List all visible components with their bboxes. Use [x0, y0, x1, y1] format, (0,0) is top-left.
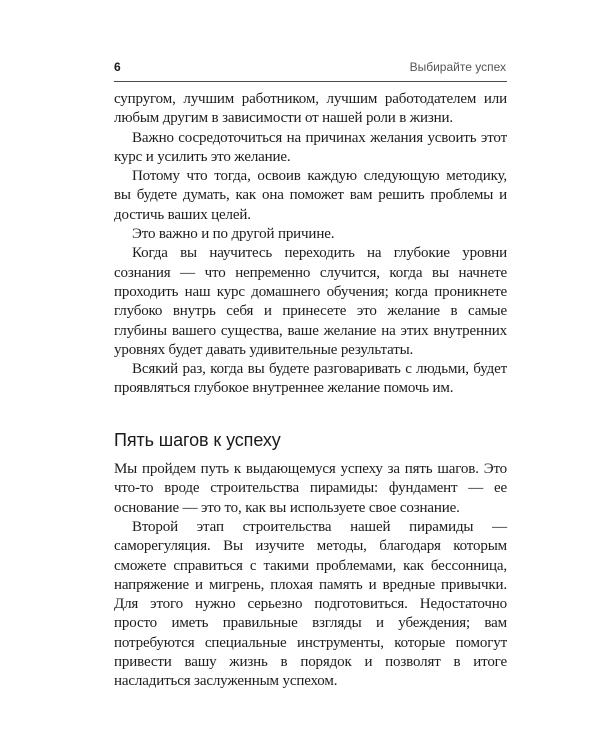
paragraph: Всякий раз, когда вы будете разговаривать с людьми, будет проявляться глубокое внутреннее желание помочь им. [114, 361, 507, 397]
running-header [114, 56, 507, 82]
running-title: Выбирайте успех [409, 60, 506, 74]
page-number: 6 [114, 60, 121, 74]
paragraph-continuation: супругом, лучшим работником, лучшим работодателем или любым другим в зависимости от нашей роли в жизни. [114, 91, 507, 127]
body-text [114, 90, 507, 692]
paragraph: Когда вы научитесь переходить на глубокие уровни сознания — что непременно случится, когда вы начнете проходить наш курс домашнего обучения; когда проникнете глубоко внутрь себя и принесете это желание в самые глубины вашего существа, ваше желание на этих внутренних уровнях будет давать удивительные результаты. [114, 245, 507, 358]
paragraph: Это важно и по другой причине. [132, 226, 335, 243]
paragraph: Мы пройдем путь к выдающемуся успеху за пять шагов. Это что-то вроде строительства пирамиды: фундамент — ее основание — это то, как вы используете свое сознание. [114, 461, 507, 516]
paragraph: Потому что тогда, освоив каждую следующую методику, вы будете думать, как она поможет вам решить проблемы и достичь ваших целей. [114, 168, 507, 223]
book-page [114, 56, 507, 736]
paragraph: Важно сосредоточиться на причинах желания усвоить этот курс и усилить это желание. [114, 129, 507, 165]
paragraph: Второй этап строительства нашей пирамиды — саморегуляция. Вы изучите методы, благодаря которым сможете справиться с такими проблемами, как бессонница, напряжение и мигрень, плохая память и вредные привычки. Для этого нужно серьезно подготовиться. Недостаточно просто иметь правильные взгляды и убеждения; вам потребуются специальные инструменты, которые помогут привести вашу жизнь в порядок и позволят в итоге насладиться заслуженным успехом. [114, 518, 507, 690]
section-heading: Пять шагов к успеху [114, 429, 281, 450]
